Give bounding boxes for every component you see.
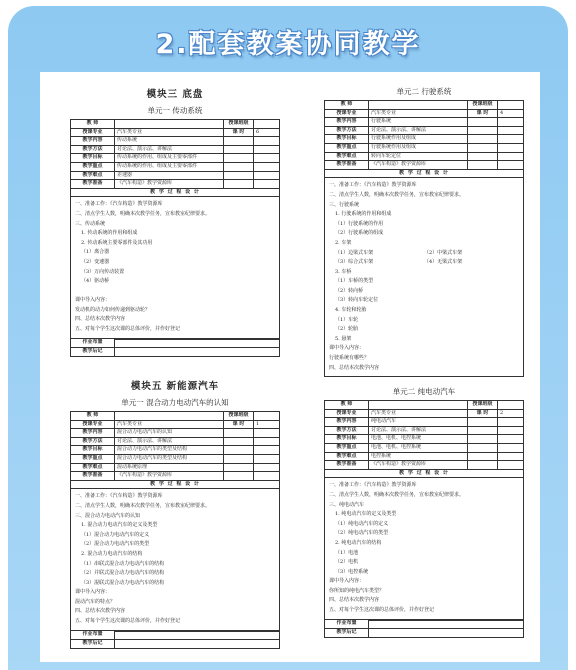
lesson-plan-module3-unit1 bbox=[70, 86, 280, 357]
row-value: 《汽车构造》教学资源库 bbox=[115, 180, 224, 189]
process-section bbox=[324, 478, 524, 619]
row-value-2 bbox=[498, 418, 524, 427]
row-label: 教学难点 bbox=[71, 171, 115, 180]
row-value: 汽车类专业 bbox=[369, 109, 468, 118]
row-value-2 bbox=[254, 137, 280, 146]
footer-label: 教学后记 bbox=[325, 629, 369, 638]
row-value: 行驶系统作用及组成 bbox=[369, 143, 468, 152]
row-value-2 bbox=[254, 162, 280, 171]
row-label: 教学内容 bbox=[325, 118, 369, 127]
row-label-2 bbox=[224, 154, 254, 163]
footer-row bbox=[71, 348, 280, 357]
row-value: 传动系统 bbox=[115, 137, 224, 146]
row-label-2: 授课班级 bbox=[468, 101, 498, 110]
info-row bbox=[71, 463, 280, 472]
lesson-plans-panel bbox=[40, 72, 540, 662]
row-label-2: 课 时 bbox=[224, 420, 254, 429]
row-label-2 bbox=[224, 145, 254, 154]
row-value: 电池、电机、电控系统 bbox=[369, 443, 468, 452]
row-value bbox=[369, 401, 468, 410]
row-label: 教学重点 bbox=[325, 143, 369, 152]
row-value-2 bbox=[498, 118, 524, 127]
process-line: （2）纯电动汽车的类型 bbox=[335, 530, 389, 537]
row-value-2 bbox=[254, 412, 280, 421]
process-line: （2）转向桥 bbox=[335, 287, 364, 294]
row-label: 教 师 bbox=[325, 101, 369, 110]
row-value-2 bbox=[254, 154, 280, 163]
process-line: （2）轮胎 bbox=[335, 326, 359, 333]
process-line: 二、清点学生人数，明确本次教学任务，宣布教室纪律要求。 bbox=[75, 502, 211, 509]
info-row bbox=[325, 152, 524, 161]
process-line: （3）转向车轮定位 bbox=[335, 297, 379, 304]
footer-label: 作业布置 bbox=[71, 631, 115, 640]
unit-title: 单元一 传动系统 bbox=[147, 106, 203, 115]
info-row bbox=[325, 426, 524, 435]
row-label: 教学目标 bbox=[71, 446, 115, 455]
lesson-plan-module5-unit2 bbox=[324, 386, 524, 638]
row-value bbox=[115, 120, 224, 129]
info-row bbox=[71, 171, 280, 180]
row-label: 教学内容 bbox=[71, 137, 115, 146]
row-label: 教学方法 bbox=[71, 145, 115, 154]
info-row bbox=[71, 120, 280, 129]
process-section bbox=[70, 197, 280, 338]
process-line: 二、清点学生人数，明确本次教学任务，宣布教室纪律要求。 bbox=[75, 210, 211, 217]
row-value: 讨论法、演示法、讲解法 bbox=[369, 426, 468, 435]
row-value: 转向车轮定位 bbox=[369, 152, 468, 161]
row-label: 教学难点 bbox=[325, 152, 369, 161]
lesson-plan-module5-unit1 bbox=[70, 378, 280, 649]
row-label-2: 授课班级 bbox=[224, 120, 254, 129]
row-value-2 bbox=[498, 443, 524, 452]
process-line: 三、行驶系统 bbox=[329, 201, 360, 208]
process-header: 教 学 过 程 设 计 bbox=[325, 169, 524, 178]
info-row bbox=[325, 443, 524, 452]
unit-title: 单元二 纯电动汽车 bbox=[392, 387, 456, 396]
process-header-row bbox=[71, 480, 280, 489]
row-label-2 bbox=[468, 143, 498, 152]
row-value: 《汽车构造》教学资源库 bbox=[369, 161, 468, 170]
info-row bbox=[71, 420, 280, 429]
row-value: 差速器 bbox=[115, 171, 224, 180]
row-value-2 bbox=[498, 152, 524, 161]
row-value: 行驶系统 bbox=[369, 118, 468, 127]
footer-label: 作业布置 bbox=[325, 620, 369, 629]
process-line: （1）纯电动汽车的定义 bbox=[335, 520, 389, 527]
row-value: 行驶系统作用及组成 bbox=[369, 135, 468, 144]
row-label: 教学准备 bbox=[325, 161, 369, 170]
process-line: 三、传动系统 bbox=[75, 220, 106, 227]
process-line: 2. 纯电动汽车的结构 bbox=[335, 539, 382, 546]
row-label-2 bbox=[224, 437, 254, 446]
row-value: 《汽车构造》教学资源库 bbox=[115, 472, 224, 481]
process-line: （1）边梁式车架 bbox=[335, 249, 374, 256]
process-line: 五、对每个学生这次课的总体评价，并作好登记 bbox=[75, 618, 181, 625]
process-line: 课中导入内容： bbox=[329, 345, 365, 352]
row-value: 传动系统的作用、组成及主要零部件 bbox=[115, 154, 224, 163]
row-label-2 bbox=[224, 137, 254, 146]
process-line: 你所知的纯电汽车类型？ bbox=[329, 587, 385, 594]
row-value-2 bbox=[254, 472, 280, 481]
footer-row bbox=[71, 640, 280, 649]
footer-value bbox=[369, 620, 524, 629]
row-value-2 bbox=[498, 461, 524, 470]
info-row bbox=[325, 418, 524, 427]
row-label: 授课专业 bbox=[325, 109, 369, 118]
process-line: 四、总结本次教学内容 bbox=[75, 316, 126, 323]
process-line: （2）电机 bbox=[335, 559, 359, 566]
process-line: 四、总结本次教学内容 bbox=[329, 597, 380, 604]
process-line: （2）混合动力电动汽车的类型 bbox=[81, 541, 150, 548]
info-row bbox=[325, 135, 524, 144]
process-line: （3）万向传动装置 bbox=[81, 268, 125, 275]
process-line: （2）变速器 bbox=[81, 258, 110, 265]
row-value-2 bbox=[254, 120, 280, 129]
row-label: 教学内容 bbox=[325, 418, 369, 427]
info-row bbox=[325, 109, 524, 118]
row-label: 教学内容 bbox=[71, 429, 115, 438]
row-label: 教学方法 bbox=[325, 426, 369, 435]
process-line: （4）无梁式车架 bbox=[424, 259, 463, 266]
process-line: （1）电池 bbox=[335, 549, 359, 556]
process-line: （3）电控系统 bbox=[335, 568, 369, 575]
info-row bbox=[325, 143, 524, 152]
row-value: 电池、电机、电控系统 bbox=[369, 435, 468, 444]
row-value-2 bbox=[254, 145, 280, 154]
row-label-2 bbox=[468, 461, 498, 470]
info-row bbox=[71, 472, 280, 481]
row-label: 教 师 bbox=[71, 120, 115, 129]
row-value-2 bbox=[498, 101, 524, 110]
info-table bbox=[324, 100, 524, 178]
row-label: 教 师 bbox=[325, 401, 369, 410]
module-title: 模块五 新能源汽车 bbox=[130, 381, 220, 392]
row-value-2 bbox=[254, 454, 280, 463]
row-label-2: 课 时 bbox=[468, 109, 498, 118]
info-row bbox=[325, 101, 524, 110]
row-label: 教学方法 bbox=[325, 126, 369, 135]
footer-table bbox=[70, 631, 280, 649]
footer-table bbox=[70, 339, 280, 357]
process-header-row bbox=[325, 469, 524, 478]
row-label-2: 课 时 bbox=[224, 128, 254, 137]
footer-label: 作业布置 bbox=[71, 339, 115, 348]
process-section bbox=[70, 489, 280, 630]
process-line: 一、准备工作：《汽车构造》教学资源库 bbox=[329, 482, 417, 489]
process-line: （1）离合器 bbox=[81, 249, 110, 256]
row-value: 传动系统的作用、组成及主要零部件 bbox=[115, 162, 224, 171]
row-value-2: 4 bbox=[498, 109, 524, 118]
row-value-2 bbox=[254, 463, 280, 472]
row-label-2 bbox=[224, 463, 254, 472]
row-label-2 bbox=[468, 426, 498, 435]
row-label-2: 授课班级 bbox=[468, 401, 498, 410]
row-value: 电控系统 bbox=[369, 452, 468, 461]
footer-label: 教学后记 bbox=[71, 640, 115, 649]
row-label-2 bbox=[468, 152, 498, 161]
row-label: 教学方法 bbox=[71, 437, 115, 446]
unit-title: 单元一 混合动力电动汽车的认知 bbox=[121, 398, 229, 407]
info-row bbox=[71, 137, 280, 146]
row-value-2 bbox=[498, 401, 524, 410]
row-label-2 bbox=[468, 135, 498, 144]
row-value-2: 6 bbox=[254, 128, 280, 137]
row-label: 教学准备 bbox=[325, 461, 369, 470]
row-value-2 bbox=[498, 452, 524, 461]
row-label-2 bbox=[224, 454, 254, 463]
info-row bbox=[71, 412, 280, 421]
row-value: 汽车类专业 bbox=[115, 420, 224, 429]
process-line: 行驶系统有哪些？ bbox=[329, 355, 370, 362]
row-label-2 bbox=[468, 443, 498, 452]
row-value: 混动系统原理 bbox=[115, 463, 224, 472]
row-label: 教学准备 bbox=[71, 180, 115, 189]
row-label-2 bbox=[468, 161, 498, 170]
process-line: 1. 行驶系统的作用和组成 bbox=[335, 211, 392, 218]
row-label: 教学难点 bbox=[71, 463, 115, 472]
process-line: 四、总结本次教学内容 bbox=[329, 364, 380, 371]
process-line bbox=[75, 287, 275, 297]
row-label: 教学目标 bbox=[325, 135, 369, 144]
process-line: 4. 车轮和轮胎 bbox=[335, 307, 367, 314]
process-line: （1）行驶系统的作用 bbox=[335, 220, 384, 227]
row-label: 授课专业 bbox=[71, 420, 115, 429]
info-table bbox=[324, 400, 524, 478]
row-value: 混合动力电动汽车的认知 bbox=[115, 429, 224, 438]
row-label-2 bbox=[224, 429, 254, 438]
process-line: 混动汽车的特点？ bbox=[75, 598, 116, 605]
info-row bbox=[71, 154, 280, 163]
row-value-2: 1 bbox=[254, 420, 280, 429]
row-value-2 bbox=[498, 161, 524, 170]
footer-row bbox=[325, 629, 524, 638]
row-value: 汽车类专业 bbox=[115, 128, 224, 137]
row-value bbox=[115, 412, 224, 421]
info-row bbox=[325, 409, 524, 418]
row-label: 教学难点 bbox=[325, 452, 369, 461]
process-line: 三、混合动力电动汽车的认知 bbox=[75, 512, 141, 519]
row-value bbox=[369, 101, 468, 110]
row-label: 授课专业 bbox=[325, 409, 369, 418]
process-line: 发动机的动力如何传递到驱动轮？ bbox=[75, 306, 151, 313]
process-two-col bbox=[329, 258, 519, 268]
row-value: 汽车类专业 bbox=[369, 409, 468, 418]
process-line: 课中导入内容： bbox=[75, 297, 111, 304]
row-label: 教学准备 bbox=[71, 472, 115, 481]
row-value-2 bbox=[254, 180, 280, 189]
info-row bbox=[325, 435, 524, 444]
process-line: 二、清点学生人数，明确本次教学任务，宣布教室纪律要求。 bbox=[329, 491, 465, 498]
info-table bbox=[70, 411, 280, 489]
process-line: 课中导入内容： bbox=[75, 589, 111, 596]
footer-table bbox=[324, 620, 524, 638]
row-label-2 bbox=[468, 452, 498, 461]
row-value-2 bbox=[498, 135, 524, 144]
process-line: （2）中梁式车架 bbox=[424, 249, 463, 256]
process-line: 三、纯电动汽车 bbox=[329, 501, 365, 508]
row-label-2 bbox=[224, 446, 254, 455]
row-label-2 bbox=[224, 472, 254, 481]
process-line: 一、准备工作：《汽车构造》教学资源库 bbox=[75, 493, 163, 500]
process-line: 2. 传动系统主要零部件及其功用 bbox=[81, 239, 153, 246]
process-line: （1）串联式混合动力电动汽车的结构 bbox=[81, 560, 165, 567]
process-line: 五、对每个学生这次课的总体评价，并作好登记 bbox=[329, 607, 435, 614]
info-row bbox=[71, 437, 280, 446]
footer-value bbox=[115, 631, 280, 640]
footer-label: 教学后记 bbox=[71, 348, 115, 357]
process-line: 四、总结本次教学内容 bbox=[75, 608, 126, 615]
info-row bbox=[71, 429, 280, 438]
page-title: 2.配套教案协同教学 bbox=[155, 29, 421, 60]
row-label: 教学重点 bbox=[71, 162, 115, 171]
lesson-plan-module3-unit2 bbox=[324, 86, 524, 377]
row-value-2 bbox=[498, 126, 524, 135]
row-value: 纯电动汽车 bbox=[369, 418, 468, 427]
process-line: 一、准备工作：《汽车构造》教学资源库 bbox=[75, 201, 163, 208]
footer-value bbox=[115, 339, 280, 348]
process-line: （1）混合动力电动汽车的定义 bbox=[81, 531, 150, 538]
footer-row bbox=[325, 620, 524, 629]
footer-value bbox=[115, 348, 280, 357]
process-line: 五、对每个学生这次课的总体评价，并作好登记 bbox=[75, 326, 181, 333]
row-label-2 bbox=[468, 418, 498, 427]
module-title: 模块三 底盘 bbox=[146, 89, 204, 100]
process-two-col bbox=[329, 249, 519, 259]
row-label: 教学重点 bbox=[325, 443, 369, 452]
info-table bbox=[70, 119, 280, 197]
info-row bbox=[71, 128, 280, 137]
row-value-2 bbox=[254, 437, 280, 446]
process-line: （1）车桥的类型 bbox=[335, 278, 374, 285]
process-header: 教 学 过 程 设 计 bbox=[71, 188, 280, 197]
row-value-2 bbox=[254, 429, 280, 438]
process-line: 5. 悬架 bbox=[335, 335, 352, 342]
process-line: 2. 车架 bbox=[335, 239, 352, 246]
process-line: 1. 纯电动汽车的定义及类型 bbox=[335, 511, 397, 518]
process-line: 1. 传动系统的作用和组成 bbox=[81, 230, 138, 237]
info-row bbox=[71, 180, 280, 189]
process-line: （3）综合式车架 bbox=[335, 259, 374, 266]
process-line: （3）混联式混合动力电动汽车的结构 bbox=[81, 579, 165, 586]
row-value-2 bbox=[254, 171, 280, 180]
process-header: 教 学 过 程 设 计 bbox=[71, 480, 280, 489]
row-value: 讨论法、演示法、讲解法 bbox=[369, 126, 468, 135]
info-row bbox=[325, 126, 524, 135]
row-value: 混合动力电动汽车的类型及结构 bbox=[115, 446, 224, 455]
process-line: 课中导入内容： bbox=[329, 578, 365, 585]
row-label: 教 师 bbox=[71, 412, 115, 421]
row-label: 授课专业 bbox=[71, 128, 115, 137]
info-row bbox=[71, 454, 280, 463]
process-line: （1）车轮 bbox=[335, 316, 359, 323]
row-value-2 bbox=[498, 143, 524, 152]
process-header-row bbox=[71, 188, 280, 197]
row-label-2 bbox=[468, 435, 498, 444]
process-line: 1. 混合动力电动汽车的定义及类型 bbox=[81, 522, 158, 529]
process-header: 教 学 过 程 设 计 bbox=[325, 469, 524, 478]
row-label-2 bbox=[224, 171, 254, 180]
row-label: 教学重点 bbox=[71, 454, 115, 463]
info-row bbox=[71, 446, 280, 455]
footer-value bbox=[115, 640, 280, 649]
row-value-2 bbox=[254, 446, 280, 455]
row-label-2 bbox=[468, 126, 498, 135]
process-line: 一、准备工作：《汽车构造》教学资源库 bbox=[329, 182, 417, 189]
row-value: 《汽车构造》教学资源库 bbox=[369, 461, 468, 470]
row-value: 讨论法、演示法、讲解法 bbox=[115, 437, 224, 446]
process-line: （2）行驶系统的组成 bbox=[335, 230, 384, 237]
row-value: 讨论法、演示法、讲解法 bbox=[115, 145, 224, 154]
info-row bbox=[325, 452, 524, 461]
row-label-2 bbox=[224, 162, 254, 171]
footer-value bbox=[369, 629, 524, 638]
process-line: （2）并联式混合动力电动汽车的结构 bbox=[81, 570, 165, 577]
footer-row bbox=[71, 339, 280, 348]
info-row bbox=[325, 161, 524, 170]
row-value-2 bbox=[498, 435, 524, 444]
row-label-2 bbox=[468, 118, 498, 127]
info-row bbox=[325, 401, 524, 410]
row-label: 教学目标 bbox=[71, 154, 115, 163]
process-line: 二、清点学生人数，明确本次教学任务，宣布教室纪律要求。 bbox=[329, 191, 465, 198]
footer-row bbox=[71, 631, 280, 640]
info-row bbox=[325, 118, 524, 127]
row-label-2 bbox=[224, 180, 254, 189]
row-value-2: 2 bbox=[498, 409, 524, 418]
unit-title: 单元二 行驶系统 bbox=[396, 87, 452, 96]
process-line: 2. 混合动力电动汽车的结构 bbox=[81, 550, 143, 557]
info-row bbox=[71, 145, 280, 154]
process-section bbox=[324, 178, 524, 377]
row-label-2: 授课班级 bbox=[224, 412, 254, 421]
row-label: 教学目标 bbox=[325, 435, 369, 444]
process-line: 3. 车桥 bbox=[335, 268, 352, 275]
process-line: （4）驱动桥 bbox=[81, 278, 110, 285]
info-row bbox=[71, 162, 280, 171]
row-value: 混合动力电动汽车的类型及结构 bbox=[115, 454, 224, 463]
row-label-2: 课 时 bbox=[468, 409, 498, 418]
process-header-row bbox=[325, 169, 524, 178]
row-value-2 bbox=[498, 426, 524, 435]
info-row bbox=[325, 461, 524, 470]
